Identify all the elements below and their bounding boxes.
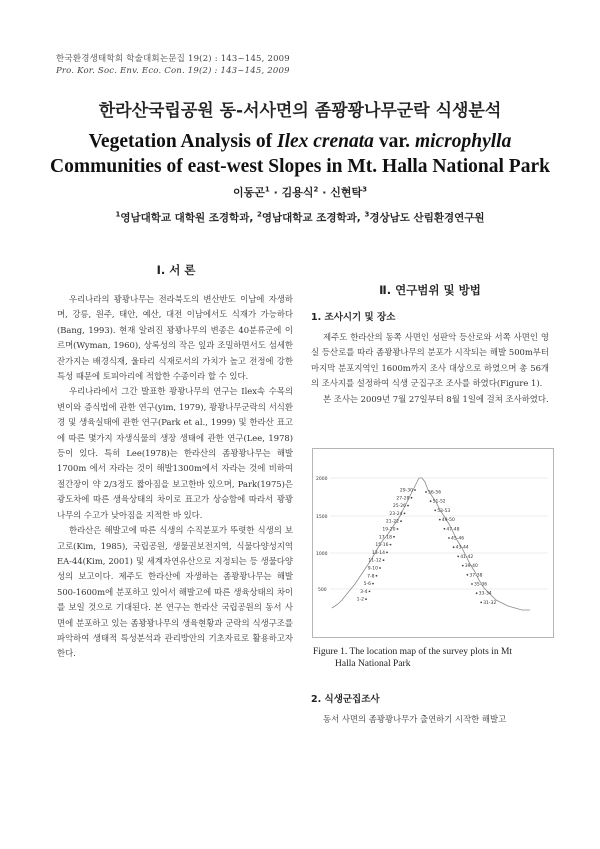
survey-plot-marker xyxy=(453,546,455,548)
section-methods-title: Ⅱ. 연구범위 및 방법 xyxy=(379,283,481,297)
y-tick-label: 1000 xyxy=(316,552,328,557)
survey-plot-marker xyxy=(467,574,469,576)
survey-plot-label: 1-2 xyxy=(356,597,364,603)
affiliation-3: 경상남도 산림환경연구원 xyxy=(369,212,485,224)
affiliations: $^1$영남대학교 대학원 조경학과, $^2$영남대학교 조경학과, $^3$경상남도 산림환경연구원 xyxy=(115,210,485,224)
survey-plot-marker xyxy=(439,519,441,521)
survey-plot-label: 29-30 xyxy=(399,488,413,494)
survey-plot-marker xyxy=(480,602,482,604)
survey-plot-label: 11-12 xyxy=(368,558,382,564)
survey-plot-marker xyxy=(393,536,395,538)
author-1: 이동곤 xyxy=(233,186,265,199)
methods-paragraph-3: 동서 사면의 좀꽝꽝나무가 출연하기 시작한 해발고 xyxy=(323,714,507,724)
survey-plot-label: 3-4 xyxy=(360,589,368,595)
survey-plot-label: 56-56 xyxy=(428,490,442,496)
survey-plot-marker xyxy=(376,575,378,577)
title-en-part3: Communities of east-west Slopes in Mt. Halla National Park xyxy=(50,156,550,177)
survey-plot-marker xyxy=(369,591,371,593)
survey-plot-label: 21-22 xyxy=(385,519,399,525)
survey-plot-label: 9-10 xyxy=(367,566,378,572)
intro-paragraph-3: 한라산은 해발고에 따른 식생의 수직분포가 뚜렷한 식생의 보고로(Kim, 1985), 국립공원, 생물권보전지역, 식물다양성지역 EA-44(Kim, 2001) 및 세계자연유산으로 지정되는 등 생물다양성의 보고이다. 제주도 한라산에 자생하는 좀꽝꽝나무는 해발 500-1600m에 분포하고 있어서 해발고에 따른 생육상태의 차이를 보일 것으로 기대된다. 본 연구는 한라산 국립공원의 동서 사면에 분포하고 있는 좀꽝꽝나무의 생육현황과 군락의 식생구조를 파악하여 생태적 특성분석과 관리방안의 기초자료로 활용하고자 한다. xyxy=(57,525,293,659)
survey-plot-marker xyxy=(434,510,436,512)
survey-plot-marker xyxy=(407,505,409,507)
survey-plot-marker xyxy=(365,598,367,600)
author-3: 신현탁 xyxy=(330,186,363,199)
figure-1-survey-map xyxy=(312,448,554,638)
survey-plot-label: 41-42 xyxy=(460,554,474,560)
caption-line-1: Figure 1. The location map of the survey plots in Mt xyxy=(313,647,513,657)
journal-header-en: Pro. Kor. Soc. Env. Eco. Con. 19(2) : 143~145, 2009 xyxy=(56,66,290,76)
subsection-2-title: 2. 식생군집조사 xyxy=(311,694,380,705)
survey-plot-label: 47-48 xyxy=(446,527,460,533)
survey-plot-marker xyxy=(444,528,446,530)
authors: 이동곤$^1$ · 김용식$^2$ · 신현탁$^3$ xyxy=(233,185,367,199)
methods-body-continued xyxy=(311,712,549,727)
survey-plot-marker xyxy=(476,592,478,594)
survey-plot-label: 25-26 xyxy=(392,504,406,510)
figure-1-caption xyxy=(313,646,555,670)
survey-plot-marker xyxy=(448,537,450,539)
affiliation-2: 영남대학교 조경학과, xyxy=(261,212,365,224)
title-en-species: Ilex crenata xyxy=(276,131,374,152)
y-tick-label: 2000 xyxy=(316,477,328,482)
survey-plot-marker xyxy=(379,567,381,569)
survey-plot-label: 27-28 xyxy=(396,496,410,502)
survey-plot-marker xyxy=(471,583,473,585)
survey-plot-marker xyxy=(404,513,406,515)
survey-plot-marker xyxy=(372,583,374,585)
introduction-body xyxy=(57,292,293,662)
title-en-variety: microphylla xyxy=(414,131,512,152)
title-english xyxy=(40,129,560,179)
intro-paragraph-1: 우리나라의 꽝꽝나무는 전라북도의 변산반도 이남에 자생하며, 강릉, 원주, 태안, 예산, 대전 이남에서도 식재가 가능하다(Bang, 1993). 현재 알려진 꽝꽝나무의 변종은 40분류군에 이르며(Wyman, 1960), 상록성의 작은 잎과 조밀하면서도 섬세한 잔가지는 배경식재, 울타리 식재로서의 가치가 높고 전정에 강한 특성 때문에 토피아리에 적합한 수종이라 할 수 있다. xyxy=(57,294,293,382)
subsection-1-title: 1. 조사시기 및 장소 xyxy=(311,312,396,323)
section-introduction-title: Ⅰ. 서 론 xyxy=(156,263,196,277)
survey-plot-label: 37-38 xyxy=(469,573,483,579)
title-en-part2: var. xyxy=(373,131,415,152)
survey-plot-marker xyxy=(457,556,459,558)
survey-plot-label: 35-36 xyxy=(474,582,488,588)
survey-plot-marker xyxy=(390,544,392,546)
survey-plot-marker xyxy=(400,520,402,522)
survey-plot-label: 53-53 xyxy=(437,508,451,514)
author-separator: · xyxy=(269,186,282,199)
survey-plot-label: 39-40 xyxy=(464,564,478,570)
affiliation-1: 영남대학교 대학원 조경학과, xyxy=(120,212,257,224)
survey-plot-label: 15-16 xyxy=(375,543,389,549)
survey-plot-label: 43-44 xyxy=(455,545,469,551)
caption-line-2: Halla National Park xyxy=(335,659,411,669)
survey-plot-label: 51-52 xyxy=(432,499,446,505)
survey-plot-label: 7-8 xyxy=(367,574,375,580)
title-korean: 한라산국립공원 동-서사면의 좀꽝꽝나무군락 식생분석 xyxy=(98,101,502,121)
survey-plot-marker xyxy=(397,528,399,530)
survey-plot-label: 23-24 xyxy=(389,511,403,517)
survey-plot-marker xyxy=(411,497,413,499)
survey-plot-marker xyxy=(383,559,385,561)
survey-plot-label: 19-20 xyxy=(382,527,396,533)
survey-plot-label: 31-32 xyxy=(483,600,497,606)
survey-plot-label: 5-6 xyxy=(363,582,371,588)
survey-plot-label: 17-18 xyxy=(378,535,392,541)
survey-plot-marker xyxy=(425,491,427,493)
survey-plot-label: 45-46 xyxy=(451,536,465,542)
methods-body xyxy=(311,330,549,407)
survey-plot-marker xyxy=(430,500,432,502)
methods-paragraph-1: 제주도 한라산의 동쪽 사면인 성판악 등산로와 서쪽 사면인 영실 등산로를 따라 좀꽝꽝나무의 분포가 시작되는 해발 500m부터 마지막 분포지역인 1600m까지 조사 대상으로 하였으며 총 56개의 조사지를 설정하여 식생 군집구조 조사를 하였다(Figure 1). xyxy=(311,332,549,389)
survey-plot-label: 13-14 xyxy=(371,550,385,556)
y-tick-label: 1500 xyxy=(316,515,328,520)
methods-paragraph-2: 본 조사는 2009년 7월 27일부터 8월 1일에 걸쳐 조사하였다. xyxy=(323,393,549,404)
y-tick-label: 500 xyxy=(318,588,327,593)
survey-plot-marker xyxy=(462,565,464,567)
survey-plot-marker xyxy=(414,489,416,491)
journal-header-ko: 한국환경생태학회 학술대회논문집 19(2) : 143~145, 2009 xyxy=(56,54,290,64)
survey-plot-label: 49-50 xyxy=(441,518,455,524)
author-2: 김용식 xyxy=(281,186,314,199)
survey-plot-label: 33-34 xyxy=(478,591,492,597)
survey-plot-marker xyxy=(386,552,388,554)
intro-paragraph-2: 우리나라에서 그간 발표한 꽝꽝나무의 연구는 Ilex속 수목의 변이와 증식법에 관한 연구(yim, 1979), 꽝꽝나무군락의 서식환경 및 생육실태에 관한 연구(Park et al., 1999) 및 한라산 표고에 따른 몇가지 자생식물의 생장 생태에 관한 연구(Lee, 1978) 등이 있다. 특히 Lee(1978)는 한라산의 좀꽝꽝나무는 해발1700m 에서 자라는 것이 해발1300m에서 자라는 것에 비하여 절간장이 약 2/3정도 짧아짐을 보고한바 있으며, Park(1975)은 광도차에 따른 생육상태의 차이로 표고가 상승함에 따라서 꽝꽝나무의 수고가 낮아짐을 지적한 바 있다. xyxy=(57,386,293,520)
author-separator: · xyxy=(318,186,331,199)
figure-frame xyxy=(313,449,554,638)
title-en-part1: Vegetation Analysis of xyxy=(88,131,277,152)
